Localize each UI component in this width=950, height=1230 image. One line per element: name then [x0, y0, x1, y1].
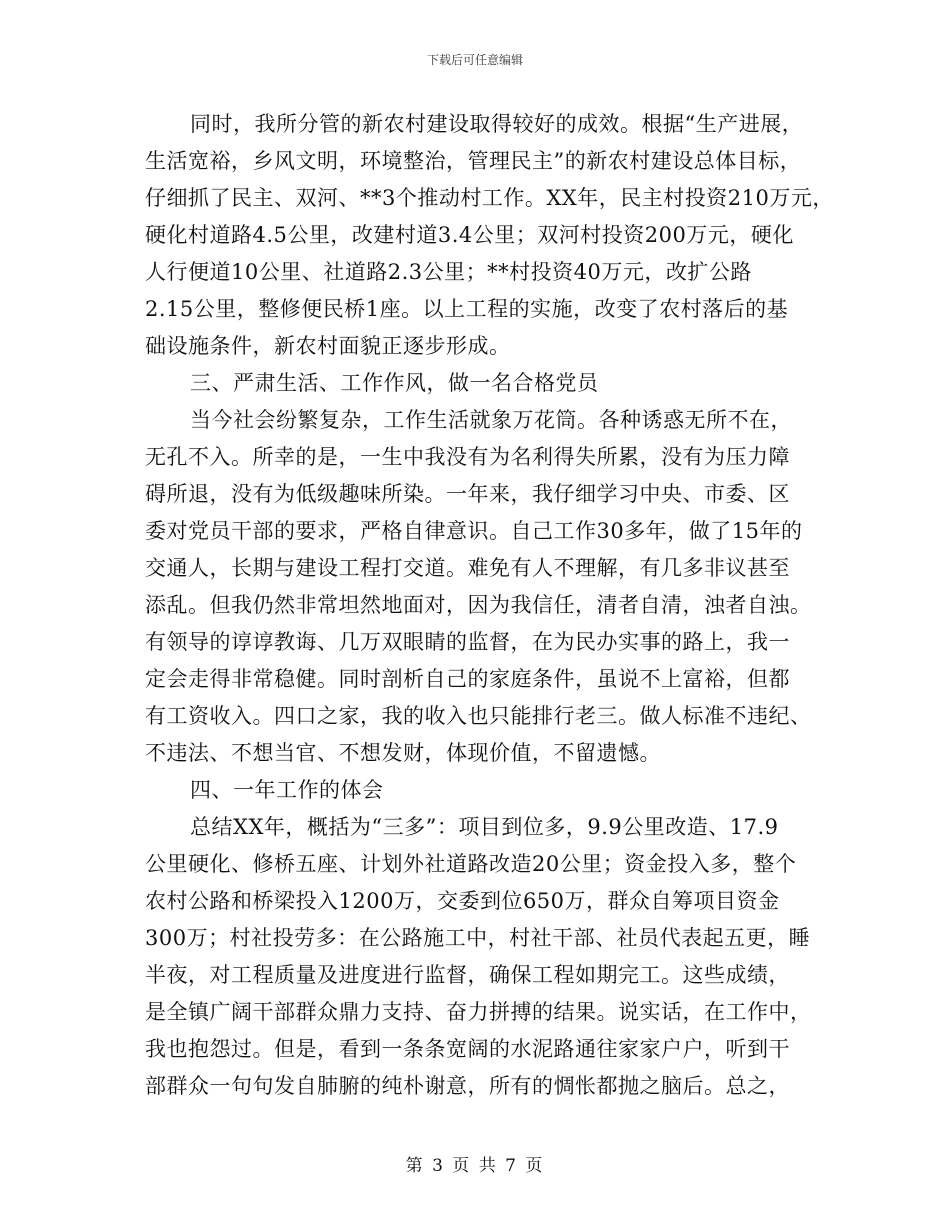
paragraph-line: 委对党员干部的要求，严格自律意识。自己工作30多年，做了15年的: [145, 519, 803, 543]
paragraph-line: 半夜，对工程质量及进度进行监督，确保工程如期完工。这些成绩，: [145, 963, 790, 987]
paragraph-line: 础设施条件，新农村面貌正逐步形成。: [145, 334, 511, 358]
page-header: 下载后可任意编辑: [426, 53, 523, 67]
paragraph-line: 2.15公里，整修便民桥1座。以上工程的实施，改变了农村落后的基: [145, 297, 789, 321]
page-number-footer: 第 3 页 共 7 页: [405, 1156, 545, 1176]
paragraph-line: 人行便道10公里、社道路2.3公里；**村投资40万元，改扩公路: [145, 260, 752, 284]
paragraph-line: 定会走得非常稳健。同时剖析自己的家庭条件，虽说不上富裕，但都: [145, 667, 790, 691]
paragraph-line: 300万；村社投劳多：在公路施工中，村社干部、社员代表起五更，睡: [145, 926, 811, 950]
paragraph-line: 碍所退，没有为低级趣味所染。一年来，我仔细学习中央、市委、区: [145, 482, 790, 506]
paragraph-line: 硬化村道路4.5公里，改建村道3.4公里；双河村投资200万元，硬化: [145, 223, 794, 247]
paragraph-line: 添乱。但我仍然非常坦然地面对，因为我信任，清者自清，浊者自浊。: [145, 593, 812, 617]
paragraph-line: 公里硬化、修桥五座、计划外社道路改造20公里；资金投入多，整个: [145, 852, 797, 876]
paragraph-line: 当今社会纷繁复杂，工作生活就象万花筒。各种诱惑无所不在，: [190, 408, 792, 432]
paragraph-line: 不违法、不想当官、不想发财，体现价值，不留遗憾。: [145, 741, 661, 765]
paragraph-line: 是全镇广阔干部群众鼎力支持、奋力拼搏的结果。说实话，在工作中，: [145, 1000, 812, 1024]
paragraph-line: 总结XX年，概括为“三多”：项目到位多，9.9公里改造、17.9: [190, 815, 779, 839]
paragraph-line: 交通人，长期与建设工程打交道。难免有人不理解，有几多非议甚至: [145, 556, 790, 580]
paragraph-line: 仔细抓了民主、双河、**3个推动村工作。XX年，民主村投资210万元，: [145, 186, 834, 210]
paragraph-line: 农村公路和桥梁投入1200万，交委到位650万，群众自筹项目资金: [145, 889, 780, 913]
paragraph-line: 同时，我所分管的新农村建设取得较好的成效。根据“生产进展，: [190, 112, 804, 136]
paragraph-line: 无孔不入。所幸的是，一生中我没有为名利得失所累，没有为压力障: [145, 445, 790, 469]
paragraph-line: 生活宽裕，乡风文明，环境整治，管理民主”的新农村建设总体目标，: [145, 149, 802, 173]
paragraph-line: 有工资收入。四口之家，我的收入也只能排行老三。做人标准不违纪、: [145, 704, 812, 728]
paragraph-line: 部群众一句句发自肺腑的纯朴谢意，所有的惆怅都抛之脑后。总之，: [145, 1074, 790, 1098]
section-heading: 四、一年工作的体会: [190, 778, 384, 802]
paragraph-line: 有领导的谆谆教诲、几万双眼睛的监督，在为民办实事的路上，我一: [145, 630, 790, 654]
section-heading: 三、严肃生活、工作作风，做一名合格党员: [190, 371, 599, 395]
paragraph-line: 我也抱怨过。但是，看到一条条宽阔的水泥路通往家家户户，听到干: [145, 1037, 790, 1061]
